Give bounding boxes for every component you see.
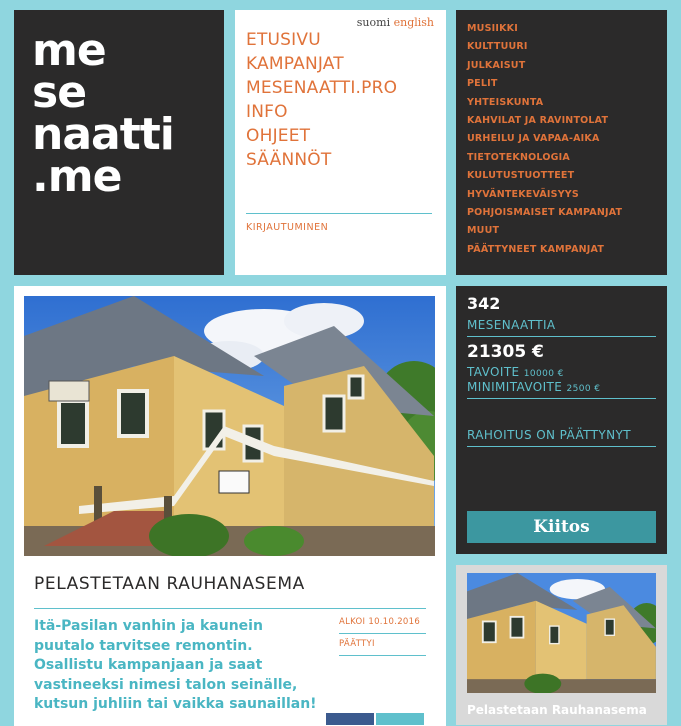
- min-goal-row: [467, 380, 600, 394]
- logo-line: se: [32, 67, 87, 118]
- raised-amount: 21305 €: [467, 342, 544, 362]
- login-link[interactable]: KIRJAUTUMINEN: [246, 222, 329, 233]
- campaign-status: PÄÄTTYI: [339, 634, 426, 656]
- goal-label: TAVOITE: [467, 365, 520, 379]
- building-thumbnail-image: [467, 573, 656, 693]
- lang-english[interactable]: english: [393, 16, 434, 29]
- divider: [34, 608, 426, 609]
- logo-text: [32, 25, 174, 202]
- category-nav: [456, 10, 667, 275]
- start-date: ALKOI 10.10.2016: [339, 617, 426, 634]
- category-pelit[interactable]: PELIT: [467, 78, 498, 90]
- related-campaign[interactable]: [456, 565, 667, 725]
- main-nav-list: [246, 28, 397, 172]
- goal-value: 10000 €: [523, 369, 564, 379]
- category-tietoteknologia[interactable]: TIETOTEKNOLOGIA: [467, 151, 570, 163]
- divider: [467, 336, 656, 337]
- nav-item-saannot[interactable]: SÄÄNNÖT: [246, 150, 332, 170]
- facebook-share-button[interactable]: [326, 713, 374, 725]
- nav-item-ohjeet[interactable]: OHJEET: [246, 126, 311, 146]
- category-list: [467, 20, 622, 259]
- nav-item-etusivu[interactable]: ETUSIVU: [246, 30, 321, 50]
- campaign-dates: [339, 617, 426, 656]
- twitter-share-button[interactable]: [376, 713, 424, 725]
- logo-line: naatti: [32, 109, 174, 160]
- lang-suomi[interactable]: suomi: [356, 16, 391, 29]
- backer-label: MESENAATTIA: [467, 318, 556, 332]
- campaign-title: PELASTETAAN RAUHANASEMA: [34, 574, 305, 594]
- category-musiikki[interactable]: MUSIIKKI: [467, 23, 518, 34]
- thanks-button[interactable]: Kiitos: [467, 511, 656, 543]
- logo-line: .me: [32, 151, 122, 202]
- logo-line: me: [32, 25, 106, 76]
- related-caption[interactable]: Pelastetaan Rauhanasema: [467, 703, 647, 717]
- campaign-photo[interactable]: [24, 296, 435, 556]
- backer-count: 342: [467, 294, 501, 313]
- category-paattyneet[interactable]: PÄÄTTYNEET KAMPANJAT: [467, 243, 605, 255]
- nav-item-mesenaatti-pro[interactable]: MESENAATTI.PRO: [246, 78, 398, 98]
- goal-row: [467, 365, 564, 379]
- category-kulttuuri[interactable]: KULTTUURI: [467, 41, 528, 53]
- building-image: [24, 296, 435, 556]
- category-hyvantekevaisyys[interactable]: HYVÄNTEKEVÄISYYS: [467, 188, 579, 200]
- divider: [467, 446, 656, 447]
- nav-item-kampanjat[interactable]: KAMPANJAT: [246, 54, 344, 74]
- category-kulutustuotteet[interactable]: KULUTUSTUOTTEET: [467, 170, 575, 182]
- category-pohjoismaiset[interactable]: POHJOISMAISET KAMPANJAT: [467, 207, 623, 219]
- min-goal-label: MINIMITAVOITE: [467, 380, 563, 394]
- main-nav: [235, 10, 446, 275]
- min-goal-value: 2500 €: [566, 384, 601, 394]
- funding-status: RAHOITUS ON PÄÄTTYNYT: [467, 428, 631, 442]
- category-julkaisut[interactable]: JULKAISUT: [467, 59, 526, 71]
- campaign-description: Itä-Pasilan vanhin ja kaunein puutalo tarvitsee remontin. Osallistu kampanjaan ja saat vastineeksi nimesi talon seinälle, kutsun juhliin tai vaikka saunaillan!: [34, 618, 317, 712]
- category-kahvilat[interactable]: KAHVILAT JA RAVINTOLAT: [467, 115, 609, 127]
- related-thumbnail[interactable]: [467, 573, 656, 693]
- category-yhteiskunta[interactable]: YHTEISKUNTA: [467, 96, 544, 108]
- site-logo[interactable]: [14, 10, 224, 275]
- nav-item-info[interactable]: INFO: [246, 102, 288, 122]
- category-muut[interactable]: MUUT: [467, 225, 500, 237]
- campaign-card: [14, 286, 446, 726]
- funding-stats: [456, 286, 667, 554]
- divider: [467, 398, 656, 399]
- category-urheilu[interactable]: URHEILU JA VAPAA-AIKA: [467, 133, 600, 145]
- divider: [246, 213, 432, 214]
